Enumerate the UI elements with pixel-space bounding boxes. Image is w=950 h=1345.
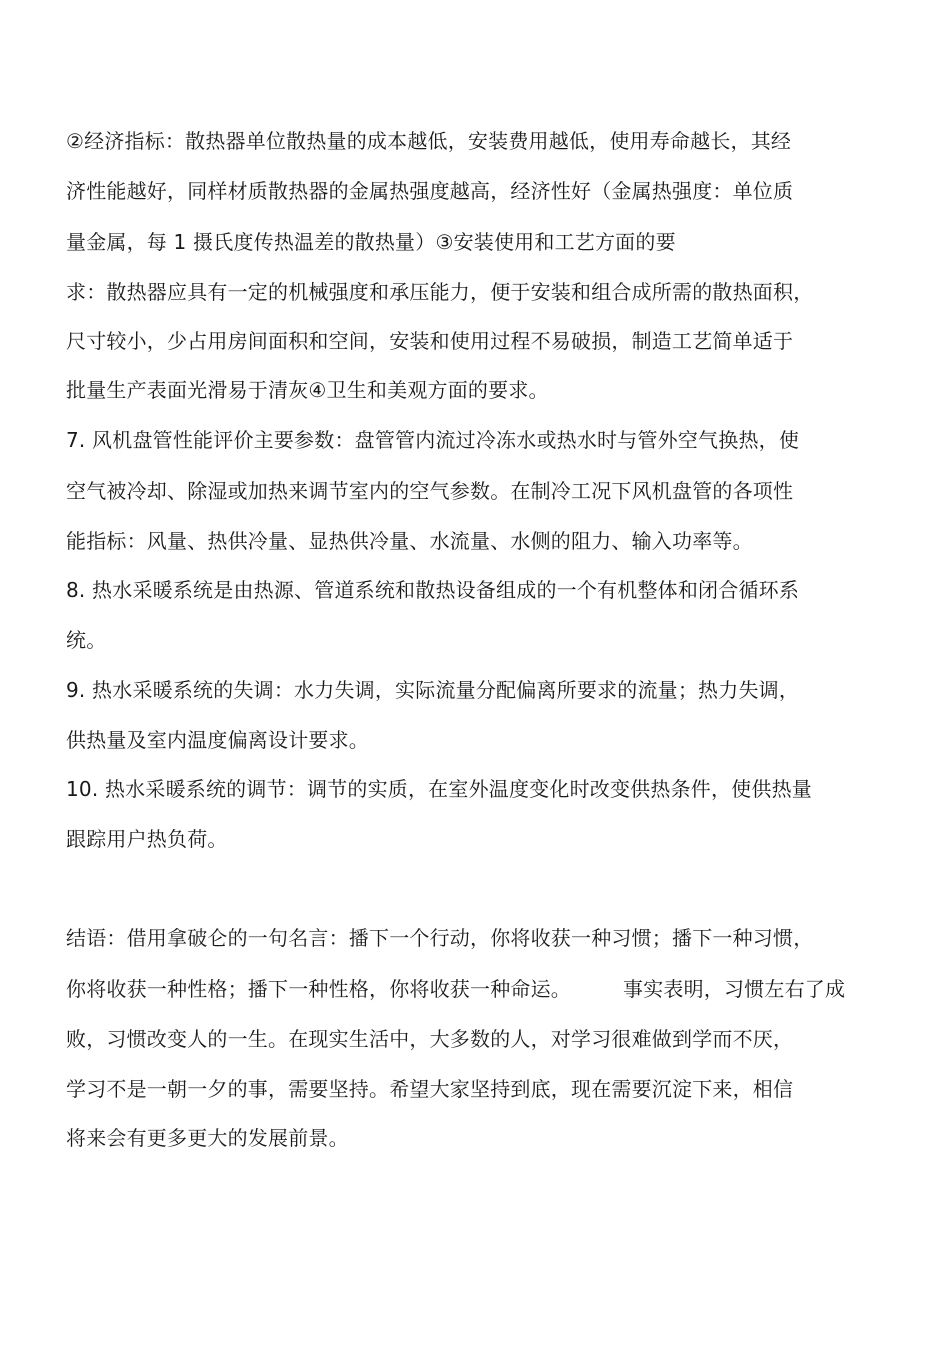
conclusion-text: 你将收获一种性格；播下一种性格，你将收获一种命运。 <box>66 977 571 1001</box>
conclusion-line <box>66 976 845 1002</box>
conclusion-line: 学习不是一朝一夕的事，需要坚持。希望大家坚持到底，现在需要沉淀下来，相信 <box>66 1077 794 1101</box>
paragraph-line: 批量生产表面光滑易于清灰④卫生和美观方面的要求。 <box>66 378 549 402</box>
paragraph-line: 尺寸较小，少占用房间面积和空间，安装和使用过程不易破损，制造工艺简单适于 <box>66 329 794 353</box>
paragraph-line: 量金属，每 1 摄氏度传热温差的散热量）③安装使用和工艺方面的要 <box>66 230 676 254</box>
paragraph-line: 济性能越好，同样材质散热器的金属热强度越高，经济性好（金属热强度：单位质 <box>66 179 794 203</box>
paragraph-line: 7. 风机盘管性能评价主要参数：盘管管内流过冷冻水或热水时与管外空气换热，使 <box>66 428 800 452</box>
conclusion-line: 将来会有更多更大的发展前景。 <box>66 1126 349 1150</box>
conclusion-text: 事实表明，习惯左右了成 <box>623 977 846 1001</box>
paragraph-line: 9. 热水采暖系统的失调：水力失调，实际流量分配偏离所要求的流量；热力失调， <box>66 678 800 702</box>
conclusion-line: 结语：借用拿破仑的一句名言：播下一个行动，你将收获一种习惯；播下一种习惯， <box>66 926 814 950</box>
paragraph-line: 10. 热水采暖系统的调节：调节的实质，在室外温度变化时改变供热条件，使供热量 <box>66 777 812 801</box>
paragraph-line: 能指标：风量、热供冷量、显热供冷量、水流量、水侧的阻力、输入功率等。 <box>66 529 753 553</box>
paragraph-line: 跟踪用户热负荷。 <box>66 827 228 851</box>
conclusion-line: 败，习惯改变人的一生。在现实生活中，大多数的人，对学习很难做到学而不厌， <box>66 1027 794 1051</box>
paragraph-line: 8. 热水采暖系统是由热源、管道系统和散热设备组成的一个有机整体和闭合循环系 <box>66 578 800 602</box>
paragraph-line: 供热量及室内温度偏离设计要求。 <box>66 728 369 752</box>
paragraph-line: 统。 <box>66 628 107 652</box>
paragraph-line: 求：散热器应具有一定的机械强度和承压能力，便于安装和组合成所需的散热面积， <box>66 280 814 304</box>
paragraph-line: 空气被冷却、除湿或加热来调节室内的空气参数。在制冷工况下风机盘管的各项性 <box>66 479 794 503</box>
paragraph-line: ②经济指标：散热器单位散热量的成本越低，安装费用越低，使用寿命越长，其经 <box>66 129 792 153</box>
